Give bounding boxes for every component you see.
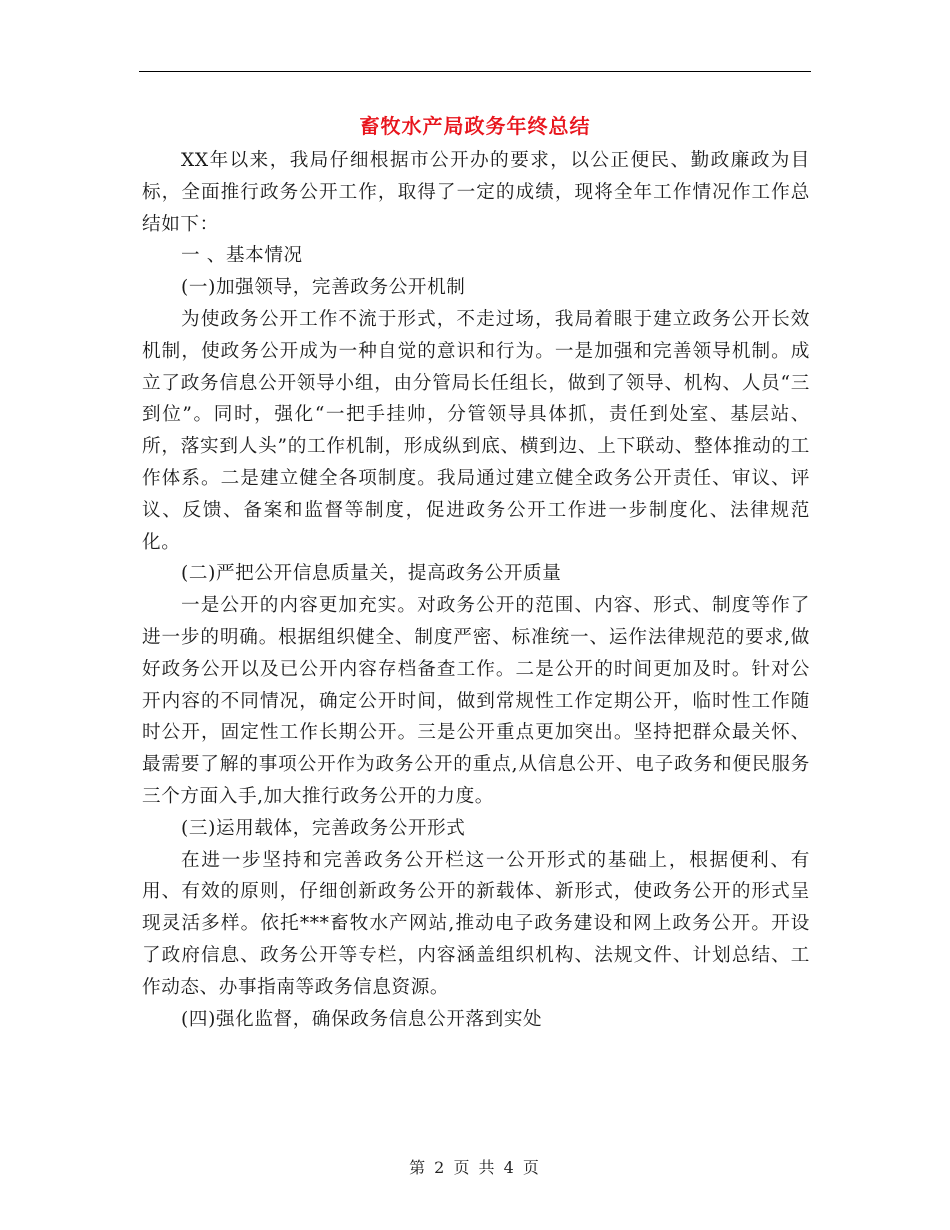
subsection-heading-3: (三)运用载体，完善政务公开形式	[181, 817, 466, 839]
subsection-heading-4: (四)强化监督，确保政务信息公开落到实处	[181, 1008, 543, 1030]
page-number: 第 2 页 共 4 页	[409, 1158, 541, 1177]
subsection-paragraph-1: 为使政务公开工作不流于形式，不走过场，我局着眼于建立政务公开长效机制，使政务公开成为一种自觉的意识和行为。一是加强和完善领导机制。成立了政务信息公开领导小组，由分管局长任组长，做到了领导、机构、人员“三到位”。同时，强化“一把手挂帅，分管领导具体抓，责任到处室、基层站、所，落实到人头”的工作机制，形成纵到底、横到边、上下联动、整体推动的工作体系。二是建立健全各项制度。我局通过建立健全政务公开责任、审议、评议、反馈、备案和监督等制度，促进政务公开工作进一步制度化、法律规范化。	[142, 308, 810, 553]
document-body	[142, 145, 810, 1035]
subsection-heading-2: (二)严把公开信息质量关，提高政务公开质量	[181, 563, 562, 585]
section-heading-basic: 一 、基本情况	[181, 245, 303, 267]
subsection-paragraph-2: 一是公开的内容更加充实。对政务公开的范围、内容、形式、制度等作了进一步的明确。根据组织健全、制度严密、标准统一、运作法律规范的要求,做好政务公开以及已公开内容存档备查工作。二是公开的时间更加及时。针对公开内容的不同情况，确定公开时间，做到常规性工作定期公开，临时性工作随时公开，固定性工作长期公开。三是公开重点更加突出。坚持把群众最关怀、最需要了解的事项公开作为政务公开的重点,从信息公开、电子政务和便民服务三个方面入手,加大推行政务公开的力度。	[142, 595, 810, 807]
subsection-heading-1: (一)加强领导，完善政务公开机制	[181, 277, 466, 299]
page-title: 畜牧水产局政务年终总结	[359, 114, 591, 138]
header-rule	[139, 71, 811, 72]
intro-paragraph: XX年以来，我局仔细根据市公开办的要求，以公正便民、勤政廉政为目标，全面推行政务公开工作，取得了一定的成绩，现将全年工作情况作工作总结如下：	[142, 150, 810, 235]
subsection-paragraph-3: 在进一步坚持和完善政务公开栏这一公开形式的基础上，根据便利、有用、有效的原则，仔细创新政务公开的新载体、新形式，使政务公开的形式呈现灵活多样。依托***畜牧水产网站,推动电子政务建设和网上政务公开。开设了政府信息、政务公开等专栏，内容涵盖组织机构、法规文件、计划总结、工作动态、办事指南等政务信息资源。	[142, 849, 810, 998]
